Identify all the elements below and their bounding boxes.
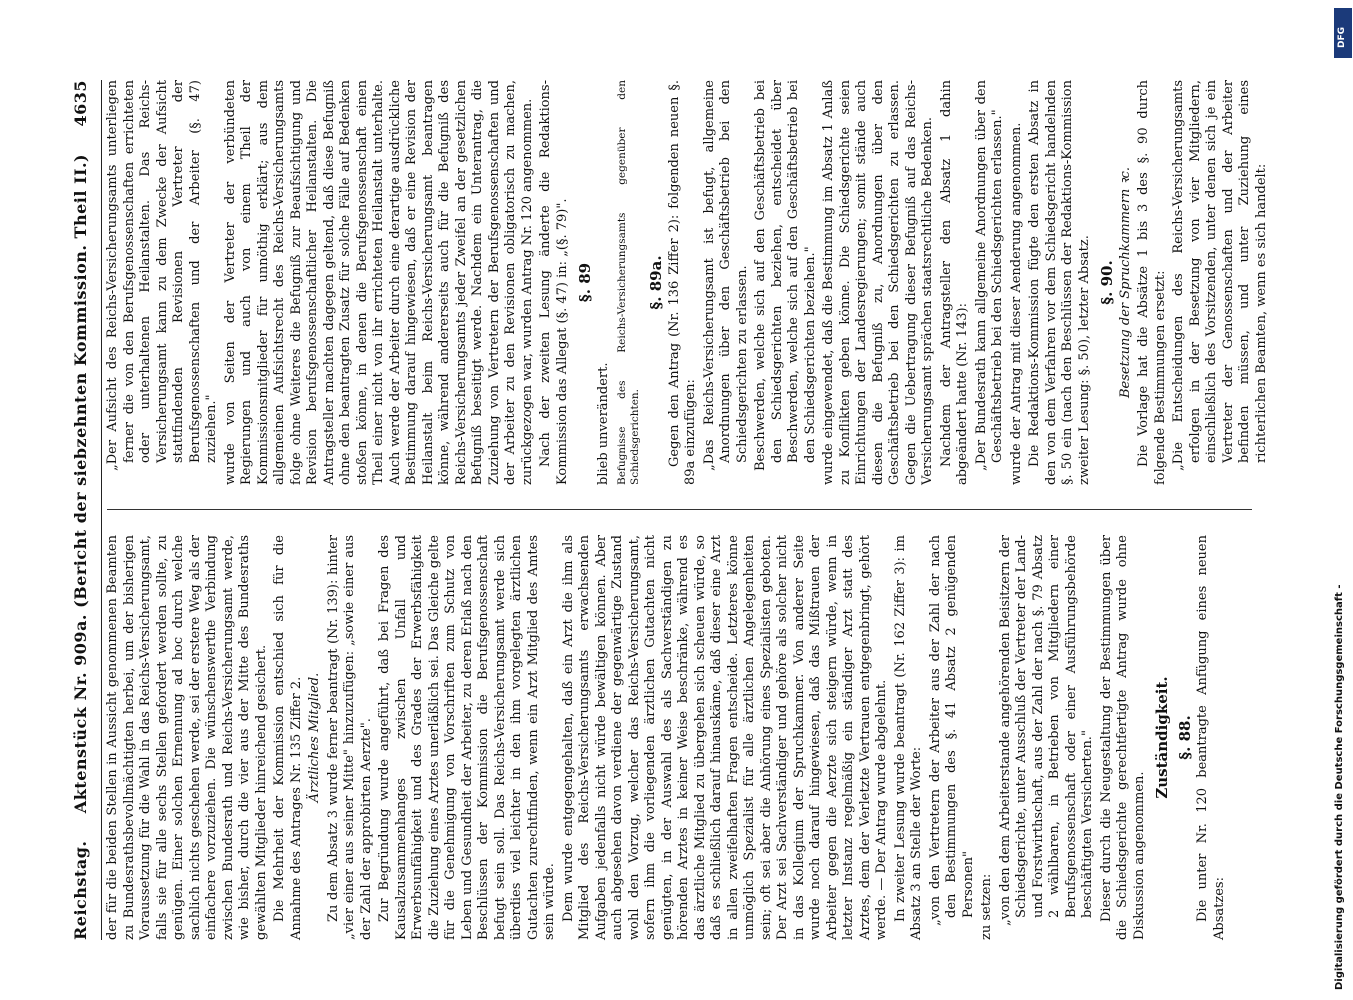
paragraph: wurde der Antrag mit dieser Aenderung angenommen.: [1008, 122, 1024, 485]
rotated-page: [63, 80, 1269, 940]
page-header: [63, 80, 97, 940]
section-number: §. 90.: [1098, 260, 1116, 305]
paragraph: In zweiter Lesung wurde beantragt (Nr. 162 Ziffer 3): im Absatz 3 an Stelle der Worte:: [892, 535, 924, 940]
paragraph: Dem wurde entgegengehalten, daß ein Arzt die ihm als Mitglied des Reichs-Versicherungsamts erwachsenden Aufgaben jedenfalls nicht würde bewältigen können. Aber auch abgesehen davon verdiene der gegenwärtige Zustand wohl den Vorzug, welcher das Reichs-Versicherungsamt, sofern ihm die vorliegenden ärztlichen Gutachten nicht genügten, in der Auswahl des als Sachverständigen zu hörenden Arztes in keiner Weise beschränke, während es das ärztliche Mitglied zu übergehen sich scheuen würde, so daß es schließlich darauf hinauskäme, daß dieser eine Arzt in allen zweifelhaften Fragen entscheide. Letzteres könne unmöglich Spezialist für alle ärztlichen Angelegenheiten sein; oft sei aber die Anhörung eines Spezialisten geboten. Der Arzt sei Sachverständiger und gehöre als solcher nicht in das Kollegium der Spruchkammer. Von anderer Seite wurde noch darauf hingewiesen, daß das Mißtrauen der Arbeiter gegen die Aerzte sich steigern würde, wenn in letzter Instanz regelmäßig ein ständiger Arzt statt des Arztes, dem der Verletzte Vertrauen entgegenbringt, gehört werde. — Der Antrag wurde abgelehnt.: [560, 535, 889, 940]
paragraph: Nach der zweiten Lesung änderte die Redaktions-Kommission das Allegat (§. 47) in: „(§. 79)".: [538, 80, 570, 485]
quotation: „Der Bundesrath kann allgemeine Anordnungen über den Geschäftsbetrieb bei den Schiedsgerichten erlassen.": [973, 80, 1005, 471]
paragraph: Nachdem der Antragsteller den Absatz 1 dahin abgeändert hatte (Nr. 143):: [938, 80, 970, 485]
section-number: §. 89a.: [647, 255, 665, 310]
document-title: (Bericht der siebzehnten Kommission. Theil II.): [70, 153, 90, 608]
header-center: [71, 127, 90, 841]
paragraph: Die Vorlage hat die Absätze 1 bis 3 des §. 90 durch folgende Bestimmungen ersetzt:: [1136, 80, 1168, 485]
quotation: „Die Entscheidungen des Reichs-Versicherungsamts erfolgen in der Besetzung von vier Mitgliedern, einschließlich des Vorsitzenden, unter denen sich je ein Vertreter der Genossenschaften und der Arbeiter befinden müssen, und unter Zuziehung eines richterlichen Beamten, wenn es sich handelt:: [1171, 80, 1269, 471]
left-column: [105, 535, 1255, 940]
page-number: 4635: [70, 80, 90, 127]
paragraph: blieb unverändert.: [595, 362, 611, 485]
dfg-logo: DFG: [1334, 8, 1352, 58]
document-number: Aktenstück Nr. 909a.: [70, 613, 90, 814]
paragraph: der für die beiden Stellen in Aussicht genommenen Beamten zu Bundesrathsbevollmächtigten herbei, um der bisherigen Voraussetzung für die Wahl in das Reichs-Versicherungsamt, falls sie für alle sechs Stellen gefordert werden sollte, zu genügen. Einer solchen Ernennung ad hoc durch welche sachlich nichts geschehen werde, sei der erstere Weg als der einfachere vorzuziehen. Die wünschenswerthe Verbindung zwischen Bundesrath und Reichs-Versicherungsamt werde, wie bisher, durch die vier aus der Mitte des Bundesraths gewählten Mitglieder hinreichend gesichert.: [105, 535, 269, 940]
paragraph: Die Redaktions-Kommission fügte den ersten Absatz in den von dem Verfahren vor dem Schiedsgericht handelnden §. 50 ein (nach den Beschlüssen der Redaktions-Kommission zweiter Lesung: §. 50), letzter Absatz.: [1027, 80, 1092, 485]
paragraph: zu setzen:: [979, 873, 994, 940]
header-rule: [101, 80, 102, 940]
quotation: „von den dem Arbeiterstande angehörenden Beisitzern der Schiedsgerichte, unter Ausschluß der Vertreter der Land- und Forstwirthschaft, aus der Zahl der nach §. 79 Absatz 2 wählbaren, in Betrieben von Mitgliedern einer Berufsgenossenschaft oder einer Ausführungsbehörde beschäftigten Versicherten.": [997, 535, 1095, 926]
quotation: Beschwerden, welche sich auf den Geschäftsbetrieb bei den Schiedsgerichten beziehen, entscheidet über Beschwerden, welche sich auf den Geschäftsbetrieb bei den Schiedsgerichten beziehen.": [753, 80, 818, 471]
right-column: [105, 80, 1269, 485]
section-subheading: Besetzung der Spruchkammern ꝛc.: [1117, 167, 1133, 398]
paragraph: wurde von Seiten der Vertreter der verbündeten Regierungen und auch von einem Theil der Kommissionsmitglieder für unnöthig erklärt; aus dem allgemeinen Aufsichtsrecht des Reichs-Versicherungsamts folge ohne Weiteres die Befugniß zur Beaufsichtigung und Revision berufsgenossenschaftlicher Heilanstalten. Die Antragsteller machten dagegen geltend, daß diese Befugniß ohne den beantragten Zusatz für solche Fälle auf Bedenken stoßen könne, in denen die Berufsgenossenschaft einen Theil einer nicht von ihr errichteten Heilanstalt unterhalte. Auch werde der Arbeiter durch eine derartige ausdrückliche Bestimmung darauf hingewiesen, daß er eine Revision der Heilanstalt beim Reichs-Versicherungsamt beantragen könne, während andererseits auch für die Befugniß des Reichs-Versicherungsamts jeder Zweifel an der gesetzlichen Befugniß beseitigt werde. Nachdem ein Unterantrag, die Zuziehung von Vertretern der Berufsgenossenschaften und der Arbeiter zu den Revisionen obligatorisch zu machen, zurückgezogen war, wurden Antrag Nr. 120 angenommen.: [222, 80, 535, 485]
section-subheading: Ärztliches Mitglied.: [307, 672, 322, 803]
paragraph: Zu dem Absatz 3 wurde ferner beantragt (Nr. 139): hinter „vier einer aus seiner Mitte" hinzuzufügen: „sowie einer aus der Zahl der approbirten Aerzte".: [325, 535, 374, 940]
column-divider: [107, 509, 1252, 510]
quotation: „Der Aufsicht des Reichs-Versicherungsamts unterliegen ferner die von den Berufsgenossenschaften errichteten oder unterhaltenen Heilanstalten. Das Reichs-Versicherungsamt kann zu dem Zwecke der Aufsicht stattfindenden Revisionen Vertreter der Berufsgenossenschaften und der Arbeiter (§. 47) zuziehen.": [105, 80, 219, 471]
digitization-credit: Digitalisierung gefördert durch die Deutsche Forschungsgemeinschaft -: [1333, 584, 1345, 990]
paragraph: Dieser durch die Neugestaltung der Bestimmungen über die Schiedsgerichte gerechtfertigte Antrag wurde ohne Diskussion angenommen.: [1098, 535, 1147, 940]
margin-note: Befugnisse des Reichs-Versicherungsamts gegenüber den Schiedsgerichten.: [616, 80, 641, 485]
paragraph: Gegen den Antrag (Nr. 136 Ziffer 2): folgenden neuen §. 89a einzufügen:: [666, 80, 698, 485]
header-left: Reichstag.: [70, 840, 90, 940]
quotation: „Das Reichs-Versicherungsamt ist befugt, allgemeine Anordnungen über den Geschäftsbetrieb bei den Schiedsgerichten zu erlassen.: [701, 80, 750, 471]
paragraph: Zur Begründung wurde angeführt, daß bei Fragen des Kausalzusammenhanges zwischen Unfall und Erwerbsunfähigkeit und des Grades der Erwerbsfähigkeit die Zuziehung eines Arztes unerläßlich sei. Das Gleiche gelte für die Genehmigung von Vorschriften zum Schutz von Leben und Gesundheit der Arbeiter, zu deren Erlaß nach den Beschlüssen der Kommission die Berufsgenossenschaft befugt sein soll. Das Reichs-Versicherungsamt werde sich überdies viel leichter in den ihm vorgelegten ärztlichen Gutachten zurechtfinden, wenn ein Arzt Mitglied des Amtes sein würde.: [377, 535, 557, 940]
paragraph: Die Mehrheit der Kommission entschied sich für die Annahme des Antrages Nr. 135 Ziffer 2.: [272, 535, 304, 940]
section-number: §. 88.: [1175, 715, 1194, 760]
paragraph: wurde eingewendet, daß die Bestimmung im Absatz 1 Anlaß zu Konflikten geben könne. Die Schiedsgerichte seien Einrichtungen der Landesregierungen; somit stände auch diesen die Befugniß zu, Anordnungen über den Geschäftsbetrieb bei den Schiedsgerichten zu erlassen. Gegen die Uebertragung dieser Befugniß auf das Reichs-Versicherungsamt sprächen staatsrechtliche Bedenken.: [821, 80, 935, 485]
section-number: §. 89: [576, 262, 594, 303]
paragraph: Die unter Nr. 120 beantragte Anfügung eines neuen Absatzes:: [1195, 535, 1227, 940]
section-heading: Zuständigkeit.: [1153, 676, 1171, 799]
quotation: „von den Vertretern der Arbeiter aus der Zahl der nach den Bestimmungen des §. 41 Absatz 2 genügenden Personen": [927, 535, 976, 926]
